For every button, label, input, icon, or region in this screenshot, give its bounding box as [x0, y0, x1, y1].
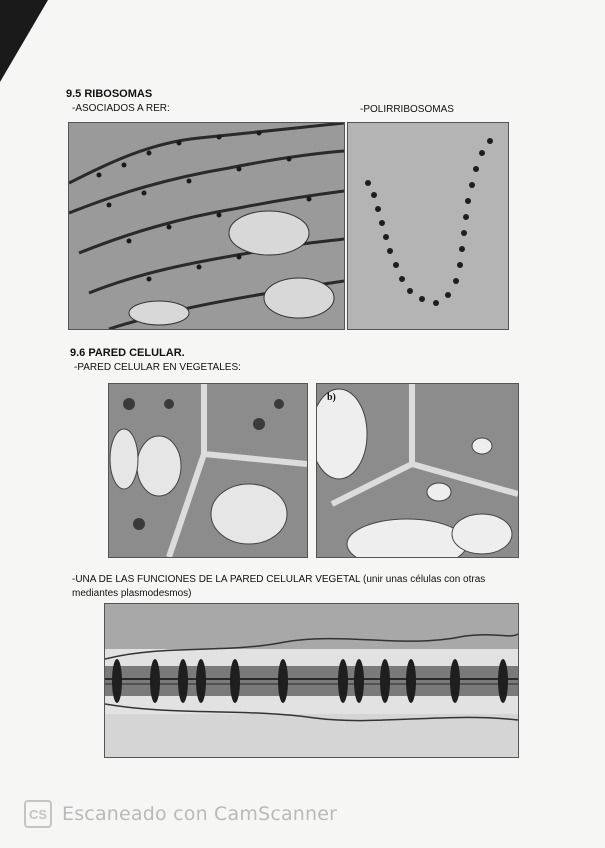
cell-wall-micrograph-a — [108, 383, 308, 558]
scan-corner-shadow — [0, 0, 48, 82]
camscanner-text: Escaneado con CamScanner — [62, 803, 338, 825]
camscanner-logo: CS — [24, 800, 52, 828]
rer-micrograph — [68, 122, 345, 330]
polirribosomas-caption: -POLIRRIBOSOMAS — [360, 104, 454, 115]
ribosomas-heading: 9.5 RIBOSOMAS — [66, 88, 153, 100]
camscanner-footer — [24, 800, 337, 828]
rer-caption: -ASOCIADOS A RER: — [72, 103, 170, 114]
plasmodesmos-micrograph — [104, 603, 519, 758]
polirribosomas-micrograph — [347, 122, 509, 330]
pared-celular-heading: 9.6 PARED CELULAR. — [70, 347, 185, 359]
panel-b-label: b) — [327, 392, 336, 403]
vegetales-caption: -PARED CELULAR EN VEGETALES: — [74, 362, 241, 373]
cell-wall-micrograph-b — [316, 383, 519, 558]
plasmodesmos-paragraph: -UNA DE LAS FUNCIONES DE LA PARED CELULAR VEGETAL (unir unas células con otras mediantes plasmodesmos) — [72, 574, 486, 599]
